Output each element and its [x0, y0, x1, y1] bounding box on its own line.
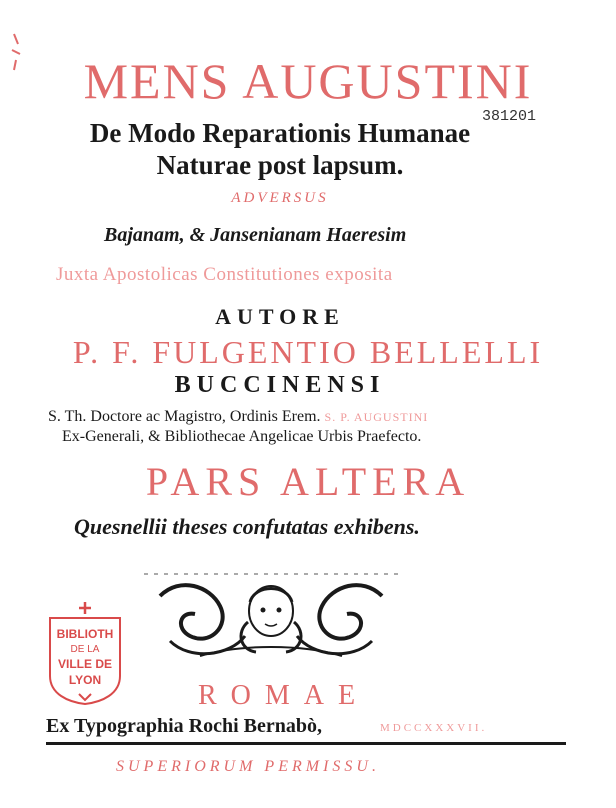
- opponents-line: Bajanam, & Jansenianam Haeresim: [104, 224, 407, 246]
- book-title: MENS AUGUSTINI: [83, 53, 533, 109]
- stamp-line-3: VILLE DE: [57, 657, 113, 671]
- catalog-number: 381201: [482, 108, 537, 125]
- library-stamp: [44, 598, 126, 706]
- place-of-publication: ROMAE: [198, 680, 370, 711]
- stamp-line-4: LYON: [68, 673, 102, 687]
- stamp-line-2: DE LA: [70, 644, 100, 655]
- credentials-line-2: Ex-Generali, & Bibliothecae Angelicae Urbis Praefecto.: [62, 428, 422, 445]
- author-name: P. F. FULGENTIO BELLELLI: [72, 334, 544, 370]
- printer-line: Ex Typographia Rochi Bernabò,: [46, 715, 322, 737]
- autore-label: AUTORE: [215, 304, 345, 329]
- stamp-line-1: BIBLIOTH: [56, 627, 114, 641]
- permission-line: SUPERIORUM PERMISSU.: [116, 758, 380, 775]
- adversus-label: ADVERSUS: [231, 190, 329, 206]
- author-origin: BUCCINENSI: [174, 372, 386, 398]
- publication-year: MDCCXXXVII.: [380, 722, 488, 734]
- credentials-line-1: [48, 408, 428, 426]
- part-description: Quesnellii theses confutatas exhibens.: [74, 514, 420, 539]
- subtitle-line-1: De Modo Reparationis Humanae: [89, 118, 471, 148]
- credentials-order: S. P. AUGUSTINI: [324, 410, 429, 424]
- juxta-line: Juxta Apostolicas Constitutiones exposita: [56, 264, 393, 285]
- credentials-text: S. Th. Doctore ac Magistro, Ordinis Erem.: [48, 408, 321, 425]
- subtitle-line-2: Naturae post lapsum.: [156, 150, 404, 180]
- part-title: PARS ALTERA: [145, 459, 471, 504]
- cherub-ornament: [140, 566, 402, 666]
- horizontal-rule: [46, 742, 566, 745]
